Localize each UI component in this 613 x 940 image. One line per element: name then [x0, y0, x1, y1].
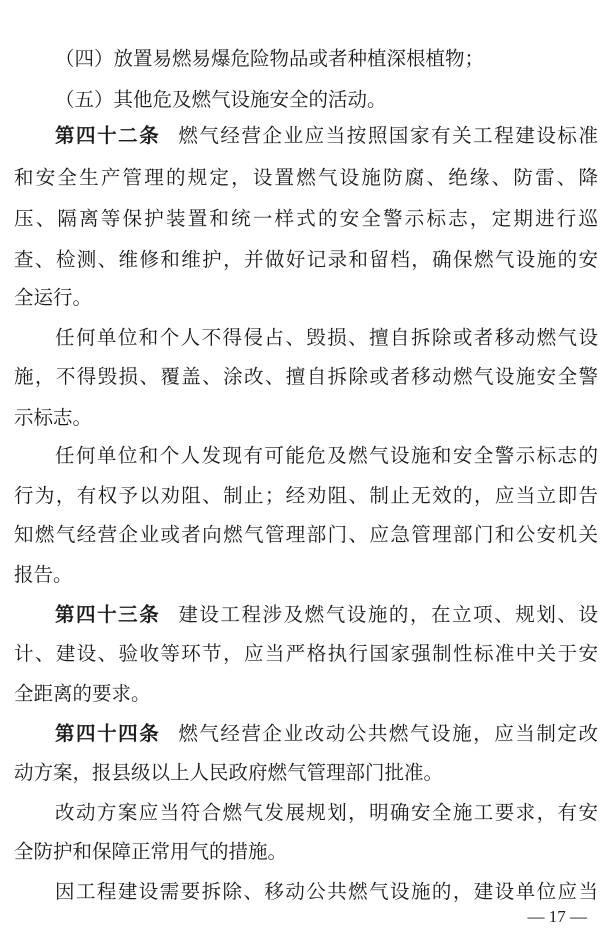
text-line: 施，不得毁损、覆盖、涂改、擅自拆除或者移动燃气设施安全警 [14, 365, 598, 388]
text-line: 任何单位和个人发现有可能危及燃气设施和安全警示标志的 [55, 444, 598, 467]
text-line: 因工程建设需要拆除、移动公共燃气设施的，建设单位应当 [55, 880, 598, 903]
text-line: 知燃气经营企业或者向燃气管理部门、应急管理部门和公安机关 [14, 523, 598, 546]
article-number: 第四十四条 [55, 722, 161, 745]
article-heading-line: 第四十三条 建设工程涉及燃气设施的，在立项、规划、设 [55, 603, 598, 626]
text-line: 全防护和保障正常用气的措施。 [14, 840, 288, 863]
text-line: 全距离的要求。 [14, 682, 151, 705]
text-line: 示标志。 [14, 406, 93, 429]
text-line: （四）放置易燃易爆危险物品或者种植深根植物； [55, 47, 485, 70]
text-line: 和安全生产管理的规定，设置燃气设施防腐、绝缘、防雷、降 [14, 166, 598, 189]
text-line: 压、隔离等保护装置和统一样式的安全警示标志，定期进行巡 [14, 207, 598, 230]
text-line: （五）其他危及燃气设施安全的活动。 [55, 88, 387, 111]
article-number: 第四十三条 [55, 603, 161, 626]
article-heading-line: 第四十二条 燃气经营企业应当按照国家有关工程建设标准 [55, 124, 598, 147]
text-line: 报告。 [14, 563, 73, 586]
text-line: 任何单位和个人不得侵占、毁损、擅自拆除或者移动燃气设 [55, 326, 598, 349]
text-line: 改动方案应当符合燃气发展规划，明确安全施工要求，有安 [55, 801, 598, 824]
page-number: — 17 — [527, 907, 587, 926]
article-number: 第四十二条 [55, 124, 161, 147]
text-line: 查、检测、维修和维护，并做好记录和留档，确保燃气设施的安 [14, 248, 598, 271]
text-line: 动方案，报县级以上人民政府燃气管理部门批准。 [14, 761, 444, 784]
text-line: 行为，有权予以劝阻、制止；经劝阻、制止无效的，应当立即告 [14, 484, 598, 507]
article-heading-line: 第四十四条 燃气经营企业改动公共燃气设施，应当制定改 [55, 722, 598, 745]
text-line: 全运行。 [14, 286, 93, 309]
text-line: 计、建设、验收等环节，应当严格执行国家强制性标准中关于安 [14, 642, 598, 665]
